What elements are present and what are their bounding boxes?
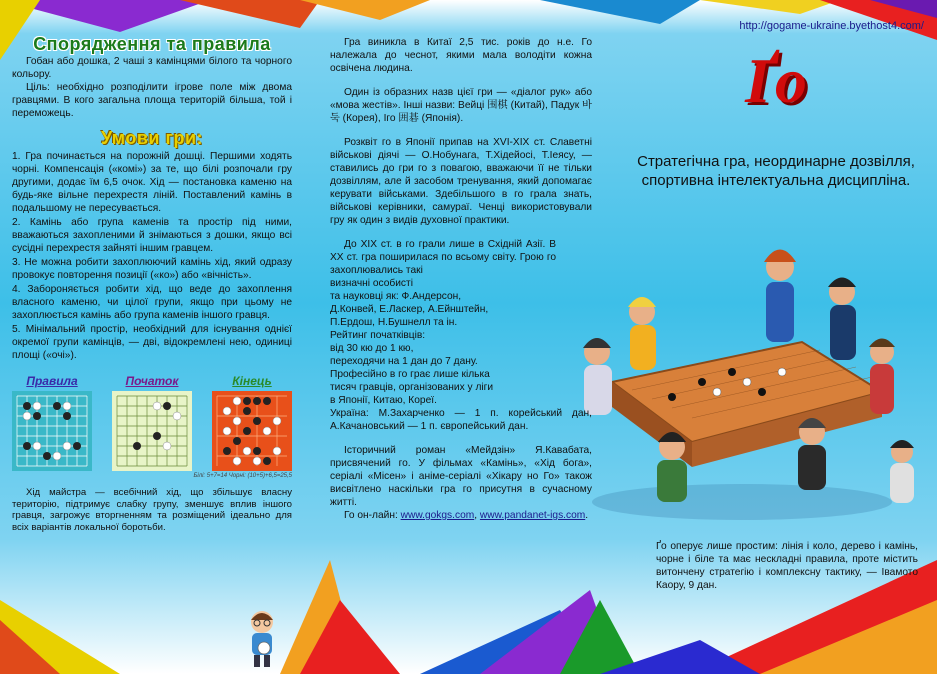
go-diagrams [12,374,292,471]
mascot-boy-image [242,606,282,670]
column-rules [12,34,292,533]
rule-2: 2. Камінь або група каменів та простір під ними, вважаються захопленими й знімаються з дошки, якщо всі сусідні перехрестя зайняті іншим гравцем. [12,217,292,254]
spread-line-8: Професійно в го грає лише кілька [330,369,490,380]
end-board-image [212,391,292,471]
equipment-text: Гобан або дошка, 2 чаші з камінцями білого та чорного кольору. [12,56,292,80]
culture-text: Історичний роман «Мейдзін» Я.Кавабата, присвячений го. У фільмах «Камінь», «Хід бога», серіалі «Місен» і аніме-серіалі «Хікару но Го» також висвітлено наскільки гра го присутня в сучасному житті. [330,445,592,508]
column-history [330,36,592,522]
spread-line-11: Україна: М.Захарченко — 1 п. корейський дан, А.Качановський — 1 п. європейський дан. [330,408,592,432]
rule-3: 3. Не можна робити захоплюючий камінь хід, який одразу провокує повторення позиції («ко») або «вічність». [12,257,292,281]
spread-line-4: П.Ердош, Н.Бушнелл та ін. [330,317,458,328]
diagram-start [112,374,192,471]
cover-title: Ґо [744,45,808,116]
pandanet-link[interactable]: www.pandanet-igs.com [479,510,586,521]
online-line [330,509,592,522]
rule-5: 5. Мінімальний простір, необхідний для існування однієї окремої групи камінців, — дві, відокремлені нею, одиниці площі («очі»). [12,324,292,361]
diagram-rules [12,374,92,471]
players-illustration [552,232,924,532]
score-line: Білі: 5+7=14 Чорні: (10+5)+6,5=25,5 [193,473,292,479]
cover-quote: Ґо оперує лише простим: лінія і коло, дерево і камінь, чорне і біле та має нескладні правила, проте містить витончену стратегію і комплексну тактику, — Івамото Каору, 9 дан. [656,541,918,591]
history-names: Один із образних назв цієї гри — «діалог рук» або «мова жестів». Інші назви: Вейці 围棋 (Китай), Падук 바둑 (Корея), Іго 囲碁 (Японія). [330,87,592,124]
cover-subtitle: Стратегічна гра, неординарне дозвілля, спортивна інтелектуальна дисципліна. [637,153,915,189]
link-end: . [585,510,589,521]
gokgs-link[interactable]: www.gokgs.com [400,510,475,521]
history-origin: Гра виникла в Китаї 2,5 тис. років до н.е. Го належала до чеснот, якими мала володіти кожна освічена людина. [330,37,592,74]
link-separator: , [474,510,478,521]
column-cover [628,20,924,190]
diagram-label-rules: Правила [26,374,78,388]
history-japan: Розквіт го в Японії припав на XVI-XIX ст. Славетні військові діячі — О.Нобунага, Т.Хідейосі, Т.Іеясу, — ставились до гри го з повагою, вважаючи її не тільки дозвіллям, але й засобом тренування, який допомагає керувати військами. Здебільшого в го грала знать, військові керівники, самураї. Ченці використовували гру як один з видів духовної практики. [330,137,592,226]
spread-line-2: та науковці як: Ф.Андерсон, [330,291,462,302]
rule-4: 4. Забороняється робити хід, що веде до захоплення власного каменю, чи цілої групи, якщо при цьому не захоплюється камінь або група каменів іншого гравця. [12,284,292,321]
equipment-title: Спорядження та правила [33,34,271,54]
rules-title: Умови гри: [100,128,204,148]
rule-1: 1. Гра починається на порожній дошці. Першими ходять чорні. Компенсація («комі») за те, що білі розпочали гру другими, додає їм 6,5 очок. Хід — постановка каменю на будь-яке вільне перехрестя ліній. Поставлений камінь в подальшому не пересувається. [12,151,292,214]
spread-line-0: До XIX ст. в го грали лише в Східній Азії. В XX ст. гра поширилася по всьому світу. Грою го захоплювались такі [330,239,556,276]
rules-board-image [12,391,92,471]
diagram-label-end: Кінець [232,374,272,388]
goal-text: Ціль: необхідно розподілити ігрове поле між двома гравцями. В кого загальна площа територій більша, той і переможець. [12,82,292,119]
history-spread [330,238,556,407]
diagram-label-start: Початок [125,374,179,388]
master-move-text: Хід майстра — всебічний хід, що збільшує власну територію, підтримує слабку групу, зменшує вплив іншого гравця, загрожує вторгненням та розміщений ідеально для всіх варіантів локальної боротьби. [12,487,292,533]
spread-line-6: від 30 кю до 1 кю, [330,343,414,354]
spread-line-9: тисяч гравців, організованих у ліги [330,382,494,393]
spread-line-10: в Японії, Китаю, Кореї. [330,395,437,406]
spread-line-3: Д.Конвей, Е.Ласкер, А.Ейнштейн, [330,304,489,315]
site-url[interactable]: http://gogame-ukraine.byethost4.com/ [739,20,924,32]
spread-line-5: Рейтинг початківців: [330,330,426,341]
diagram-end [212,374,292,471]
online-prefix: Го он-лайн: [344,510,398,521]
start-board-image [112,391,192,471]
spread-line-7: переходячи на 1 дан до 7 дану. [330,356,478,367]
spread-line-1: визначні особисті [330,278,413,289]
